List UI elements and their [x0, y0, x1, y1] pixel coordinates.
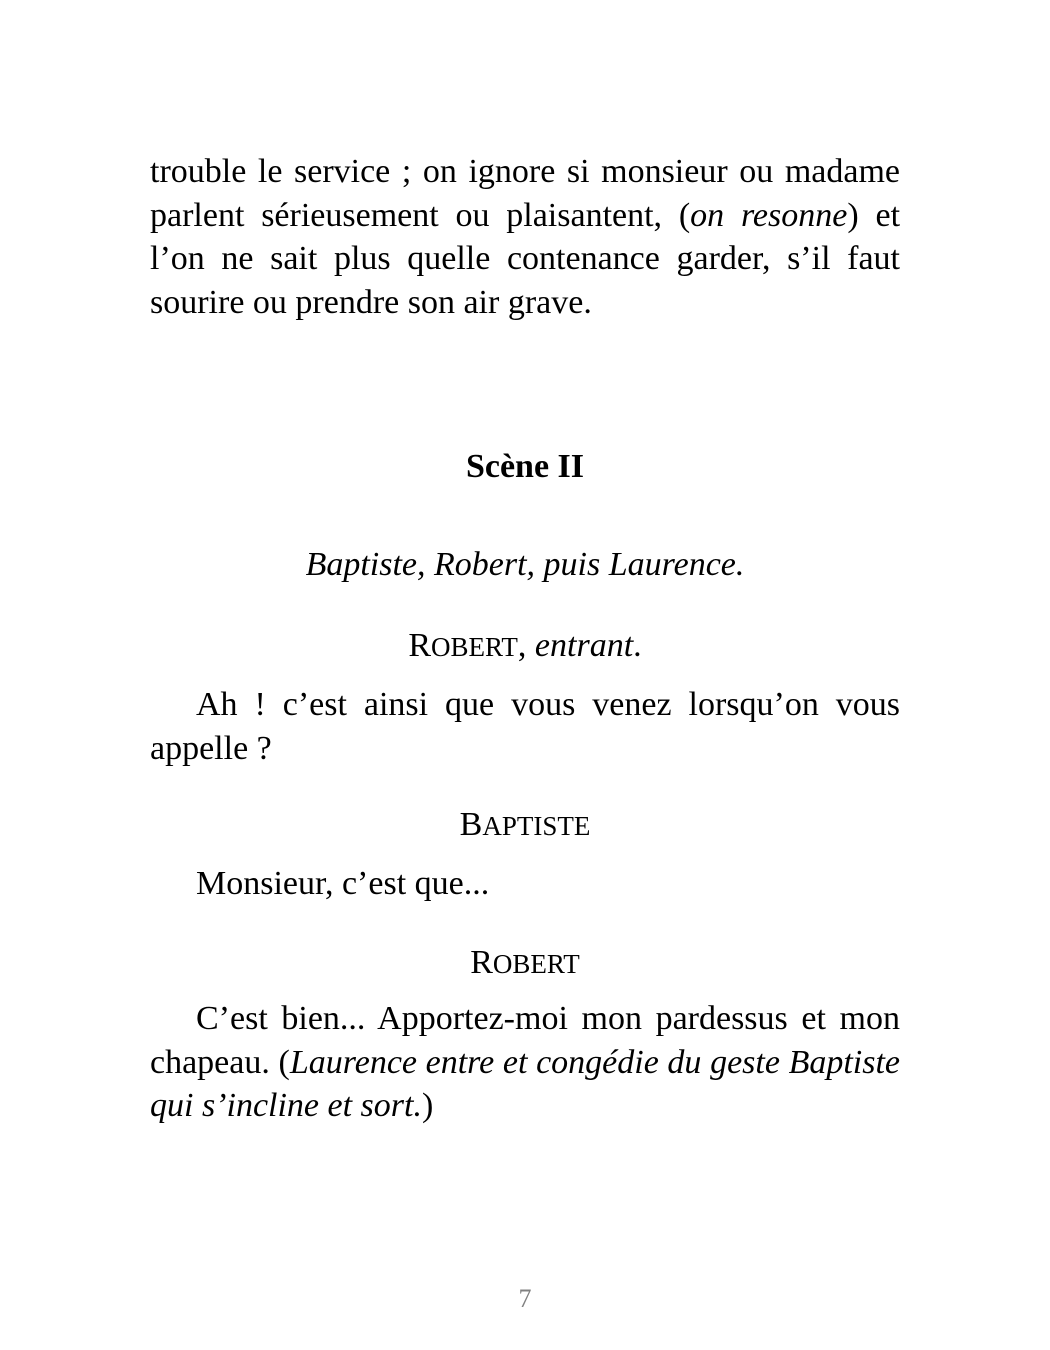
speaker-robert-2: [150, 944, 900, 982]
intro-text-start: trouble le service ; on ignore si monsieur ou madame parlent sérieusement ou plaisantent, (: [150, 153, 900, 234]
speaker-initial: B: [459, 806, 483, 843]
speaker-rest: APTISTE: [482, 811, 591, 841]
intro-paragraph: [150, 150, 900, 324]
dialogue-line-3: [150, 997, 900, 1128]
intro-stage-direction: on resonne: [690, 196, 848, 234]
speaker-rest: OBERT: [431, 632, 518, 662]
speaker-initial: R: [470, 944, 493, 981]
speaker-direction-end: .: [633, 627, 642, 664]
dialogue-stage-direction: Laurence entre et congédie du geste Baptiste qui s’incline et sort.: [150, 1043, 901, 1124]
intro-text-end: ) et l’on ne sait plus quelle contenance garder, s’il faut sourire ou prendre son air grave.: [150, 196, 901, 321]
page-number: 7: [518, 1284, 532, 1313]
scene-title: Scène II: [465, 448, 585, 485]
speaker-suffix: ,: [517, 627, 535, 664]
dialogue-line-1: Ah ! c’est ainsi que vous venez lorsqu’on vous appelle ?: [150, 686, 900, 767]
speaker-direction: entrant: [534, 627, 634, 664]
speaker-initial: R: [408, 627, 432, 664]
speaker-robert-1: [150, 627, 900, 665]
dialogue-text-start: C’est bien... Apportez-moi mon pardessus et mon chapeau. (: [150, 1000, 900, 1081]
scene-cast: Baptiste, Robert, puis Laurence.: [305, 546, 745, 583]
dialogue-line-2: Monsieur, c’est que...: [196, 865, 490, 902]
dialogue-text-end: ): [421, 1087, 434, 1124]
speaker-rest: OBERT: [492, 949, 580, 979]
speaker-baptiste: [150, 806, 900, 844]
